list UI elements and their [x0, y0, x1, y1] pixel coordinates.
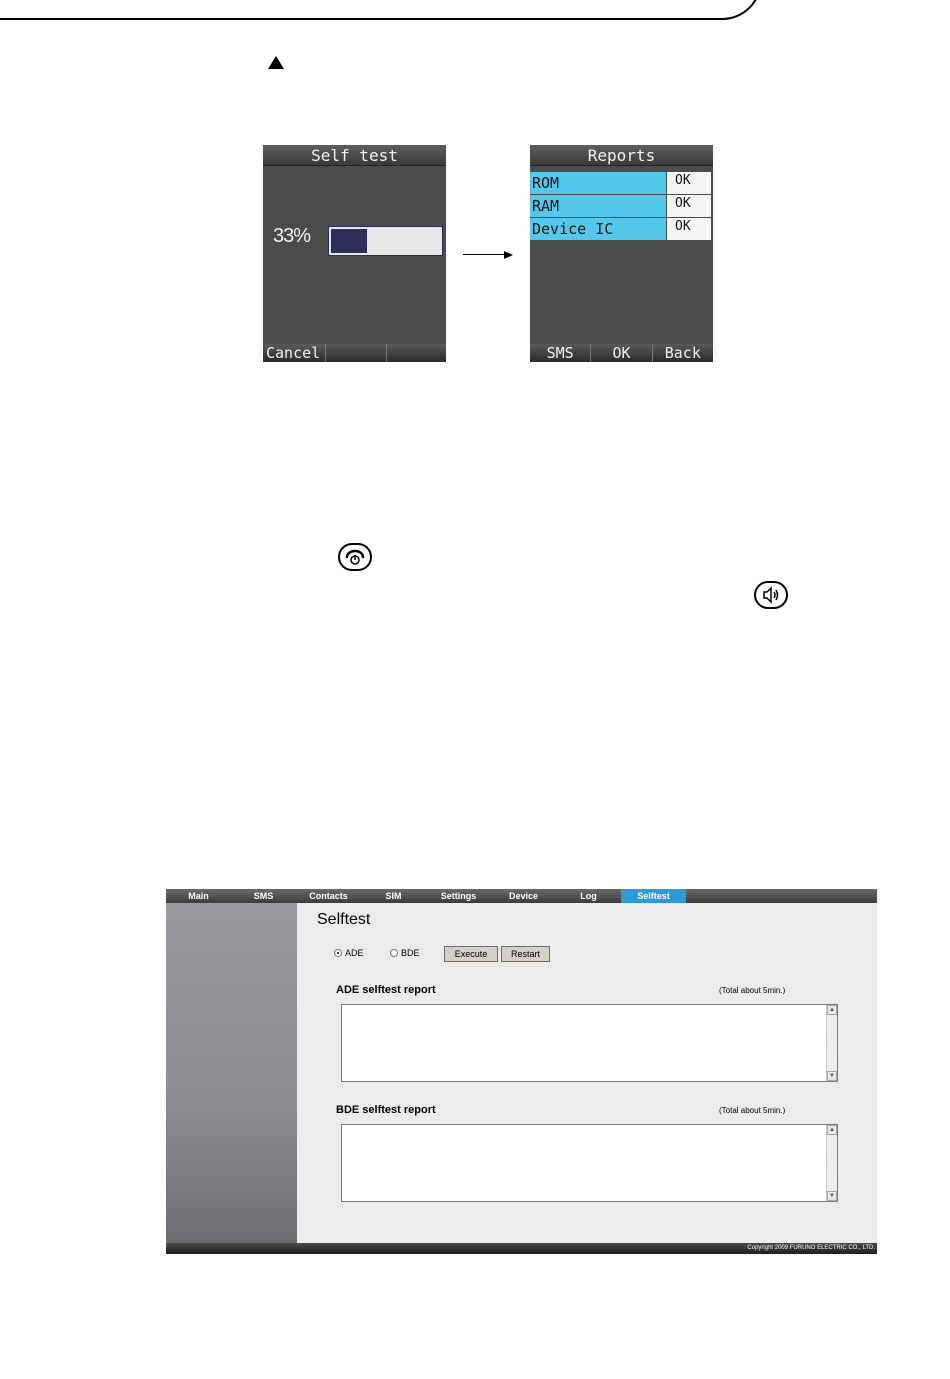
softkey-back[interactable]: Back: [653, 344, 713, 362]
sidebar: [166, 903, 297, 1243]
progress-bar: [328, 226, 443, 256]
execute-button[interactable]: Execute: [444, 946, 498, 962]
restart-button[interactable]: Restart: [501, 946, 550, 962]
reports-title: Reports: [587, 146, 656, 165]
report-row-status: OK: [667, 195, 711, 217]
ade-report-note: (Total about 5min.): [719, 986, 786, 995]
header-curve: [660, 0, 762, 20]
scroll-up-icon[interactable]: ▲: [827, 1005, 837, 1015]
tab-settings[interactable]: Settings: [440, 891, 477, 901]
scroll-up-icon[interactable]: ▲: [827, 1125, 837, 1135]
report-row[interactable]: [530, 195, 712, 217]
speaker-key-icon: [754, 581, 788, 609]
softkey-3[interactable]: [387, 344, 446, 362]
self-test-screen: [263, 145, 446, 362]
tab-selftest[interactable]: Selftest: [621, 889, 686, 903]
right-arrow-icon: [463, 251, 513, 259]
self-test-title: Self test: [311, 146, 398, 165]
report-row-status: OK: [667, 218, 711, 240]
reports-screen: [530, 145, 713, 362]
scroll-down-icon[interactable]: ▼: [827, 1191, 837, 1201]
report-row-name: ROM: [530, 172, 666, 194]
reports-softkeys: [530, 344, 713, 362]
radio-ade[interactable]: [334, 948, 364, 958]
ade-report-scrollbar[interactable]: [826, 1005, 837, 1081]
self-test-titlebar: [263, 145, 446, 166]
bde-report-note: (Total about 5min.): [719, 1106, 786, 1115]
tab-main[interactable]: Main: [188, 891, 209, 901]
up-triangle-icon: [268, 56, 284, 69]
bde-report-textarea[interactable]: [341, 1124, 838, 1202]
report-row[interactable]: [530, 218, 712, 240]
report-row-status: OK: [667, 172, 711, 194]
softkey-sms[interactable]: SMS: [530, 344, 591, 362]
tab-device[interactable]: Device: [508, 891, 539, 901]
footer-bar: [166, 1243, 877, 1254]
scroll-down-icon[interactable]: ▼: [827, 1071, 837, 1081]
softkey-2[interactable]: [326, 344, 386, 362]
bde-report-scrollbar[interactable]: [826, 1125, 837, 1201]
progress-percent: 33%: [273, 225, 311, 247]
header-line: [0, 18, 690, 20]
self-test-softkeys: [263, 344, 446, 362]
copyright-text: Copyright 2009 FURUNO ELECTRIC CO., LTD.: [747, 1245, 875, 1251]
nav-bar: [166, 889, 877, 903]
web-selftest-page: [166, 889, 877, 1254]
radio-ade-indicator: [334, 949, 342, 957]
page-header-rule: [0, 0, 950, 22]
page-title: Selftest: [317, 911, 371, 928]
tab-contacts[interactable]: Contacts: [309, 891, 348, 901]
ade-report-textarea[interactable]: [341, 1004, 838, 1082]
tab-sim[interactable]: SIM: [385, 891, 402, 901]
softkey-cancel[interactable]: Cancel: [263, 344, 326, 362]
ade-report-label: ADE selftest report: [336, 984, 436, 996]
tab-log[interactable]: Log: [580, 891, 597, 901]
reports-titlebar: [530, 145, 713, 166]
tab-sms[interactable]: SMS: [253, 891, 274, 901]
report-row-name: RAM: [530, 195, 666, 217]
radio-bde-indicator: [390, 949, 398, 957]
bde-report-label: BDE selftest report: [336, 1104, 436, 1116]
radio-bde-label: BDE: [401, 948, 420, 958]
radio-ade-label: ADE: [345, 948, 364, 958]
radio-bde[interactable]: [390, 948, 420, 958]
report-row[interactable]: [530, 172, 712, 194]
power-key-icon: [338, 543, 372, 571]
report-row-name: Device IC: [530, 218, 666, 240]
softkey-ok[interactable]: OK: [591, 344, 652, 362]
progress-bar-fill: [331, 229, 367, 253]
